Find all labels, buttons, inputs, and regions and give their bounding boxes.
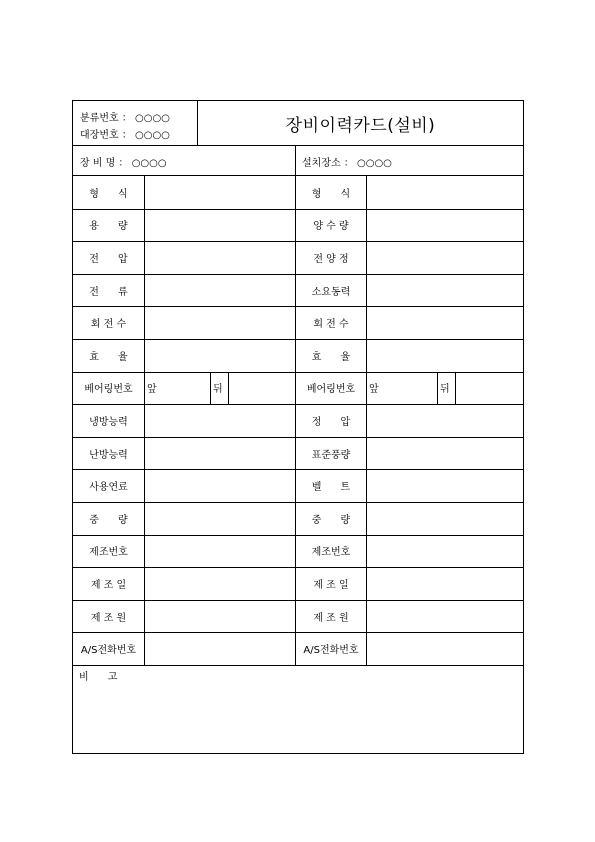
row-label-right: 중 량 xyxy=(296,502,367,535)
row-label-left: 제 조 일 xyxy=(73,567,145,600)
row-label-left: 회 전 수 xyxy=(73,306,145,339)
row-label-left: 중 량 xyxy=(73,502,145,535)
table-row xyxy=(73,209,523,243)
row-value-left[interactable] xyxy=(145,632,296,665)
install-location: 설치장소 ： ○○○○ xyxy=(302,158,392,169)
classification-number: 분류번호 ： ○○○○ xyxy=(80,113,170,124)
table-row xyxy=(73,404,523,438)
bearing-back-right: 뒤 xyxy=(438,372,456,405)
row-label-right: 제조번호 xyxy=(296,535,367,568)
table-row xyxy=(73,567,523,601)
bearing-back-left: 뒤 xyxy=(211,372,229,405)
row-value-left[interactable] xyxy=(145,502,296,535)
row-label-left: 베어링번호 xyxy=(73,372,145,405)
equipment-history-card xyxy=(72,100,524,754)
bearing-front-right[interactable]: 앞 xyxy=(367,372,438,405)
table-row xyxy=(73,372,523,406)
row-value-right[interactable] xyxy=(367,339,523,372)
table-row xyxy=(73,274,523,308)
name-location-row xyxy=(73,146,523,176)
row-value-right[interactable] xyxy=(367,502,523,535)
row-value-left[interactable] xyxy=(145,437,296,470)
row-value-right[interactable] xyxy=(367,535,523,568)
row-value-right[interactable] xyxy=(367,404,523,437)
row-value-left[interactable] xyxy=(145,339,296,372)
row-label-right: 정 압 xyxy=(296,404,367,437)
row-value-left[interactable] xyxy=(145,535,296,568)
row-label-left: 효 율 xyxy=(73,339,145,372)
row-label-right: 표준풍량 xyxy=(296,437,367,470)
row-label-left: 난방능력 xyxy=(73,437,145,470)
remarks-label: 비 고 xyxy=(79,672,118,683)
row-value-left[interactable] xyxy=(145,176,296,209)
id-box xyxy=(73,101,198,145)
row-label-right: 양 수 량 xyxy=(296,209,367,242)
table-row xyxy=(73,502,523,536)
bearing-value-right[interactable] xyxy=(456,372,523,405)
row-value-right[interactable] xyxy=(367,209,523,242)
row-label-left: 전 류 xyxy=(73,274,145,307)
row-value-right[interactable] xyxy=(367,567,523,600)
row-label-left: 제 조 원 xyxy=(73,600,145,633)
row-label-right: 벨 트 xyxy=(296,469,367,502)
row-value-right[interactable] xyxy=(367,306,523,339)
bearing-value-left[interactable] xyxy=(229,372,296,405)
table-row xyxy=(73,176,523,210)
row-value-left[interactable] xyxy=(145,241,296,274)
row-label-right: 소요동력 xyxy=(296,274,367,307)
row-label-left: 냉방능력 xyxy=(73,404,145,437)
row-label-right: 제 조 일 xyxy=(296,567,367,600)
row-value-right[interactable] xyxy=(367,176,523,209)
row-label-left: 용 량 xyxy=(73,209,145,242)
table-row xyxy=(73,306,523,340)
row-value-left[interactable] xyxy=(145,274,296,307)
table-row xyxy=(73,437,523,471)
bearing-front-left[interactable]: 앞 xyxy=(145,372,211,405)
row-label-right: 베어링번호 xyxy=(296,372,367,405)
row-value-left[interactable] xyxy=(145,404,296,437)
row-label-right: 형 식 xyxy=(296,176,367,209)
row-value-right[interactable] xyxy=(367,437,523,470)
row-label-right: 제 조 원 xyxy=(296,600,367,633)
equipment-name-cell xyxy=(73,146,296,175)
table-row xyxy=(73,469,523,503)
row-value-left[interactable] xyxy=(145,306,296,339)
row-value-left[interactable] xyxy=(145,209,296,242)
row-label-left: 제조번호 xyxy=(73,535,145,568)
table-row xyxy=(73,535,523,569)
row-label-right: 전 양 정 xyxy=(296,241,367,274)
row-label-left: A/S전화번호 xyxy=(73,632,145,665)
row-value-right[interactable] xyxy=(367,274,523,307)
row-value-left[interactable] xyxy=(145,600,296,633)
table-row xyxy=(73,600,523,634)
equipment-name: 장 비 명 ： ○○○○ xyxy=(80,158,167,169)
row-label-left: 사용연료 xyxy=(73,469,145,502)
remarks-section xyxy=(73,664,523,753)
row-value-right[interactable] xyxy=(367,469,523,502)
ledger-number: 대장번호 ： ○○○○ xyxy=(80,130,170,141)
row-value-right[interactable] xyxy=(367,632,523,665)
row-label-left: 형 식 xyxy=(73,176,145,209)
row-label-right: 회 전 수 xyxy=(296,306,367,339)
table-row xyxy=(73,632,523,666)
row-value-right[interactable] xyxy=(367,241,523,274)
row-label-left: 전 압 xyxy=(73,241,145,274)
table-row xyxy=(73,241,523,275)
row-value-right[interactable] xyxy=(367,600,523,633)
table-row xyxy=(73,339,523,373)
row-label-right: 효 율 xyxy=(296,339,367,372)
page-title: 장비이력카드(설비) xyxy=(285,115,436,136)
row-value-left[interactable] xyxy=(145,567,296,600)
card-header xyxy=(73,101,523,146)
row-value-left[interactable] xyxy=(145,469,296,502)
row-label-right: A/S전화번호 xyxy=(296,632,367,665)
